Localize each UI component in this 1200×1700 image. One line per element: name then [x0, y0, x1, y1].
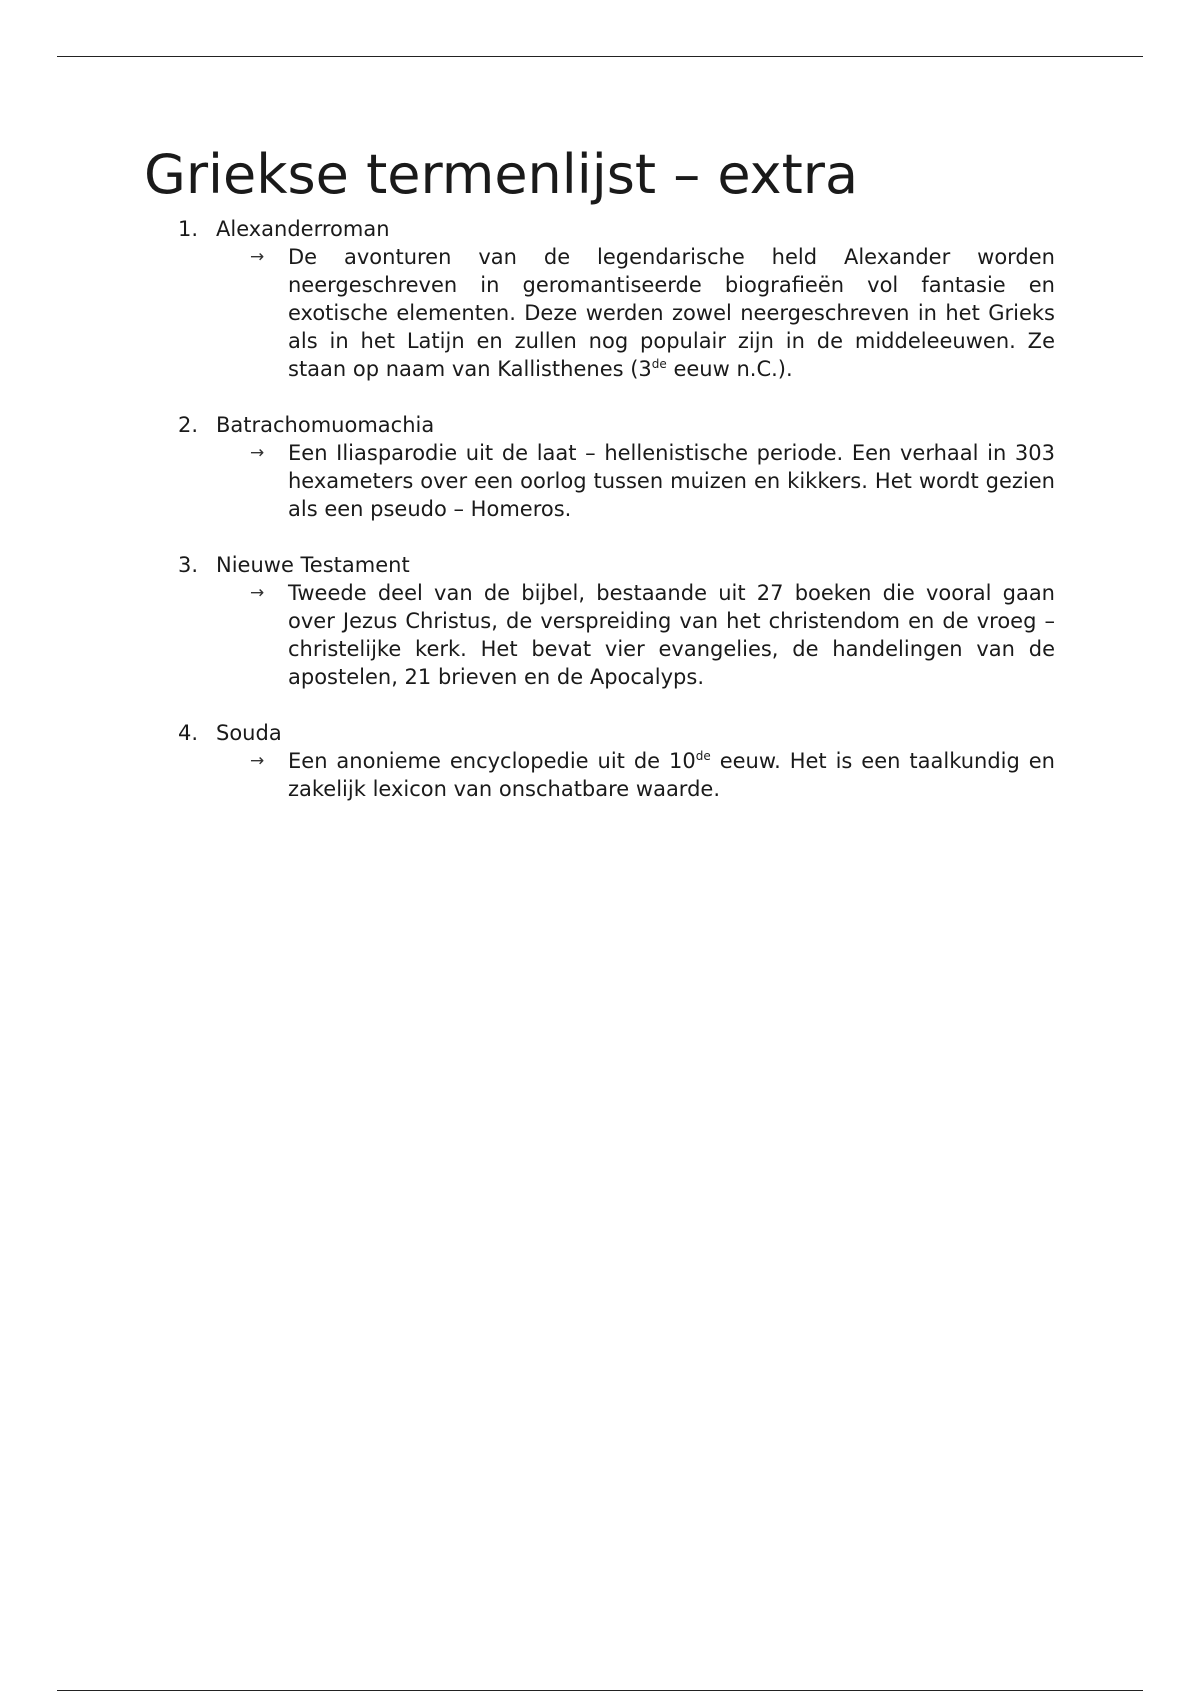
arrow-icon: →: [250, 751, 265, 771]
description-text: Een anonieme encyclopedie uit de 10: [288, 749, 696, 773]
term-item: [0, 719, 1200, 803]
term-name: Nieuwe Testament: [216, 553, 410, 577]
description-text: De avonturen van de legendarische held Alexander worden neergeschreven in geromantiseerde biografieën vol fantasie en exotische elementen. Deze werden zowel neergeschreven in het Grieks als in het Latijn en zullen nog populair zijn in de middeleeuwen. Ze staan op naam van Kallisthenes (3: [288, 245, 1055, 381]
term-number: 3.: [178, 553, 199, 577]
term-description: [250, 243, 1055, 383]
ordinal-superscript: de: [651, 357, 667, 371]
term-name: Batrachomuomachia: [216, 413, 435, 437]
term-heading: [0, 215, 1200, 243]
term-heading: [0, 551, 1200, 579]
term-heading: [0, 719, 1200, 747]
footer-rule: [57, 1690, 1143, 1691]
term-name: Souda: [216, 721, 282, 745]
term-item: [0, 215, 1200, 383]
description-text: eeuw. Het is een taalkundig en zakelijk lexicon van onschatbare waarde.: [288, 749, 1055, 801]
page-title: Griekse termenlijst – extra: [144, 143, 859, 206]
description-text: eeuw n.C.).: [666, 357, 793, 381]
ordinal-superscript: de: [695, 749, 711, 763]
term-description: [250, 747, 1055, 803]
term-item: [0, 551, 1200, 691]
arrow-icon: →: [250, 583, 265, 603]
term-number: 1.: [178, 217, 199, 241]
term-number: 2.: [178, 413, 199, 437]
term-description: [250, 439, 1055, 523]
term-item: [0, 411, 1200, 523]
term-number: 4.: [178, 721, 199, 745]
term-name: Alexanderroman: [216, 217, 390, 241]
term-description: [250, 579, 1055, 691]
description-text: Een Iliasparodie uit de laat – hellenistische periode. Een verhaal in 303 hexameters over een oorlog tussen muizen en kikkers. Het wordt gezien als een pseudo – Homeros.: [288, 441, 1055, 521]
term-heading: [0, 411, 1200, 439]
arrow-icon: →: [250, 247, 265, 267]
arrow-icon: →: [250, 443, 265, 463]
term-list: [0, 215, 1200, 831]
description-text: Tweede deel van de bijbel, bestaande uit 27 boeken die vooral gaan over Jezus Christus, de verspreiding van het christendom en de vroeg – christelijke kerk. Het bevat vier evangelies, de handelingen van de apostelen, 21 brieven en de Apocalyps.: [288, 581, 1055, 689]
header-rule: [57, 56, 1143, 57]
